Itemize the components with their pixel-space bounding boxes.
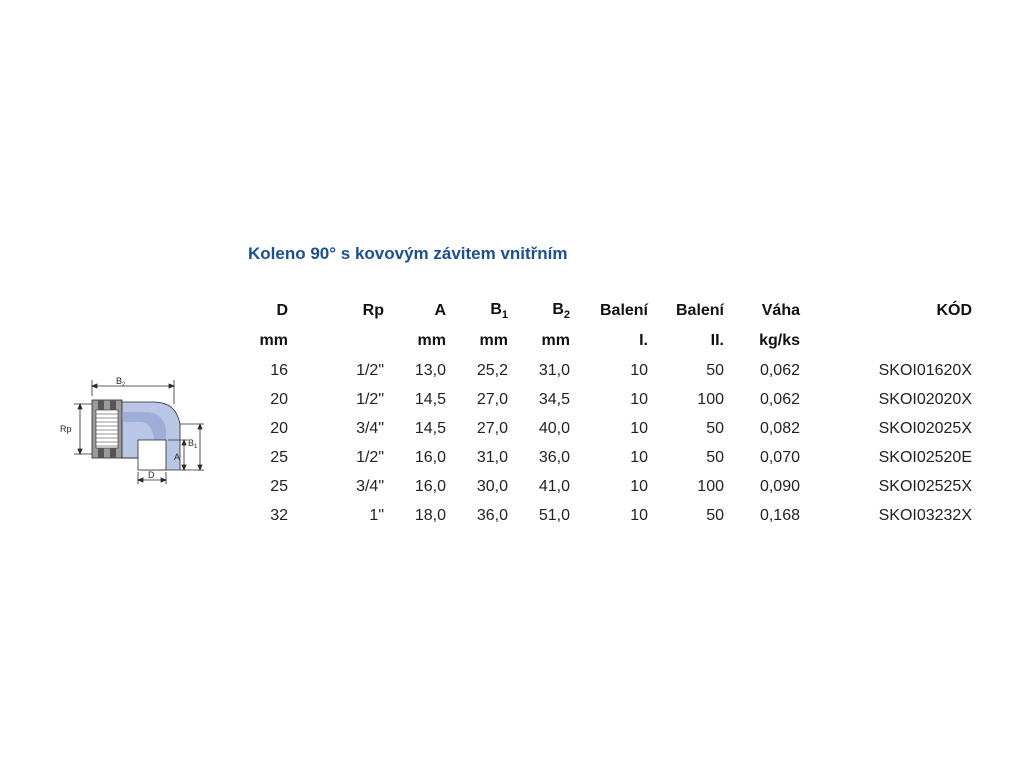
cell-b1: 27,0: [476, 390, 508, 408]
cell-rp: 1/2": [356, 448, 384, 466]
cell-d: 16: [270, 361, 288, 379]
unit-vaha: kg/ks: [759, 331, 800, 349]
header-baleni1: Balení: [599, 301, 648, 319]
cell-a: 18,0: [414, 506, 446, 524]
cell-rp: 1/2": [356, 361, 384, 379]
cell-d: 25: [270, 448, 288, 466]
label-b1-sub: 1: [194, 444, 198, 450]
cell-kod: SKOI03232X: [878, 506, 972, 524]
header-kod: KÓD: [936, 301, 972, 319]
cell-a: 13,0: [414, 361, 446, 379]
elbow-fitting-diagram: [58, 374, 208, 490]
unit-baleni1: I.: [639, 331, 648, 349]
metal-insert: [92, 400, 122, 458]
page-title: Koleno 90° s kovovým závitem vnitřním: [248, 244, 568, 263]
label-rp: Rp: [60, 424, 72, 434]
cell-b1: 30,0: [476, 477, 508, 495]
cell-a: 14,5: [414, 419, 446, 437]
table-row: [240, 414, 972, 443]
unit-d: mm: [259, 331, 288, 349]
cell-b1: 36,0: [476, 506, 508, 524]
cell-rp: 1/2": [356, 390, 384, 408]
header-rp: Rp: [362, 301, 384, 319]
cell-b1: 25,2: [476, 361, 508, 379]
cell-vaha: 0,062: [759, 361, 800, 379]
cell-b2: 36,0: [538, 448, 570, 466]
label-a: A: [174, 452, 181, 462]
cell-baleni1: 10: [630, 448, 648, 466]
unit-baleni2: II.: [710, 331, 724, 349]
cell-a: 16,0: [414, 448, 446, 466]
unit-kod: [800, 325, 972, 356]
cell-kod: SKOI01620X: [878, 361, 972, 379]
cell-baleni2: 50: [706, 419, 724, 437]
table-row: [240, 356, 972, 385]
header-b2-main: B: [552, 300, 564, 318]
cell-a: 16,0: [414, 477, 446, 495]
cell-baleni2: 50: [706, 506, 724, 524]
cell-b1: 31,0: [476, 448, 508, 466]
cell-vaha: 0,168: [759, 506, 800, 524]
table-header-row: [240, 296, 972, 325]
label-b1-main: B: [188, 438, 195, 448]
cell-a: 14,5: [414, 390, 446, 408]
unit-rp: [288, 325, 384, 356]
unit-b2: mm: [541, 331, 570, 349]
header-b1-sub: 1: [501, 308, 508, 321]
header-b2-sub: 2: [563, 308, 570, 321]
cell-kod: SKOI02020X: [878, 390, 972, 408]
cell-baleni2: 50: [706, 448, 724, 466]
cell-d: 25: [270, 477, 288, 495]
cell-vaha: 0,062: [759, 390, 800, 408]
unit-b1: mm: [479, 331, 508, 349]
cell-b1: 27,0: [476, 419, 508, 437]
cell-vaha: 0,070: [759, 448, 800, 466]
cell-d: 32: [270, 506, 288, 524]
header-b1: [446, 296, 508, 325]
cell-kod: SKOI02520E: [878, 448, 972, 466]
unit-a: mm: [417, 331, 446, 349]
table-row: [240, 472, 972, 501]
cell-baleni2: 50: [706, 361, 724, 379]
table-row: [240, 443, 972, 472]
elbow-body: [122, 402, 180, 470]
cell-kod: SKOI02025X: [878, 419, 972, 437]
cell-baleni1: 10: [630, 506, 648, 524]
cell-b2: 40,0: [538, 419, 570, 437]
cell-b2: 51,0: [538, 506, 570, 524]
cell-d: 20: [270, 419, 288, 437]
label-d: D: [148, 470, 155, 480]
cell-baleni1: 10: [630, 361, 648, 379]
label-b1: [188, 438, 198, 450]
cell-baleni1: 10: [630, 390, 648, 408]
header-d: D: [276, 301, 288, 319]
cell-rp: 1": [369, 506, 384, 524]
cell-b2: 34,5: [538, 390, 570, 408]
header-vaha: Váha: [761, 301, 800, 319]
cell-d: 20: [270, 390, 288, 408]
spec-table: [240, 296, 972, 530]
cell-b2: 31,0: [538, 361, 570, 379]
header-a: A: [434, 301, 446, 319]
cell-baleni2: 100: [697, 390, 724, 408]
cell-rp: 3/4": [356, 477, 384, 495]
header-baleni2: Balení: [675, 301, 724, 319]
label-b2-sub: 2: [122, 382, 126, 388]
cell-baleni1: 10: [630, 419, 648, 437]
header-b2: [508, 296, 570, 325]
cell-baleni1: 10: [630, 477, 648, 495]
table-row: [240, 385, 972, 414]
label-b2-main: B: [116, 376, 123, 386]
cell-vaha: 0,090: [759, 477, 800, 495]
table-units-row: [240, 325, 972, 356]
cell-baleni2: 100: [697, 477, 724, 495]
cell-rp: 3/4": [356, 419, 384, 437]
cell-b2: 41,0: [538, 477, 570, 495]
table-row: [240, 501, 972, 530]
cell-vaha: 0,082: [759, 419, 800, 437]
cell-kod: SKOI02525X: [878, 477, 972, 495]
header-b1-main: B: [490, 300, 502, 318]
